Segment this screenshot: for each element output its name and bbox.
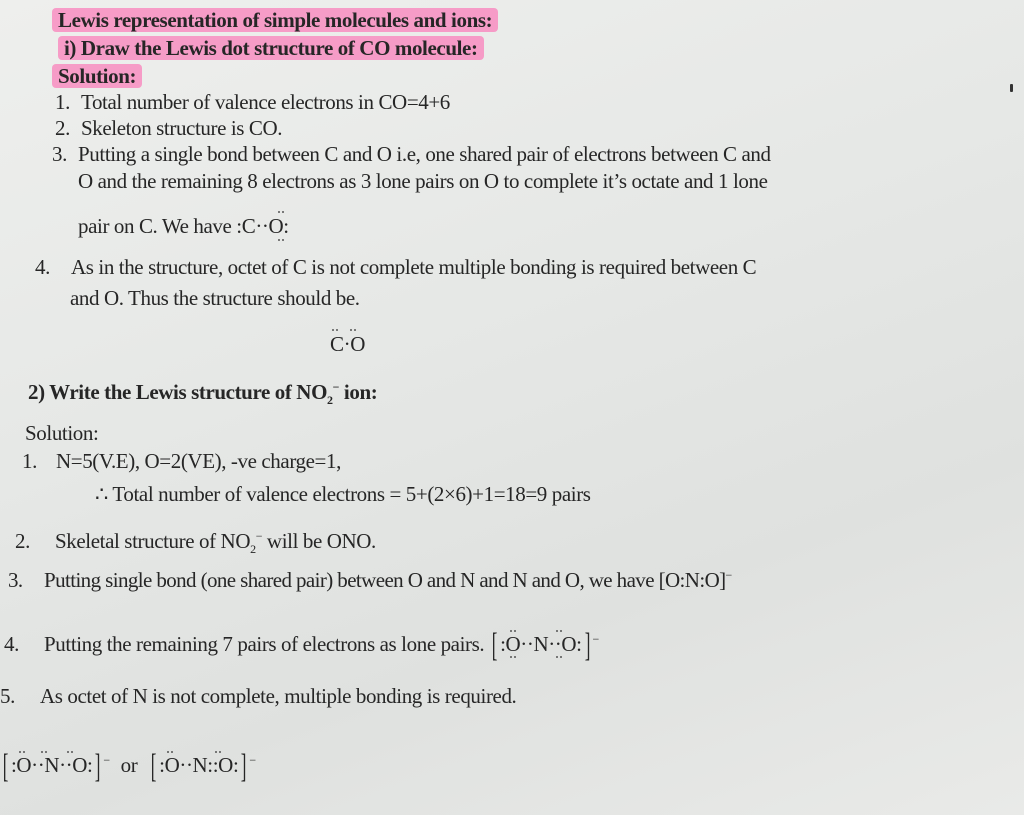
solution-label-1: Solution: [52,64,142,88]
question-2-title: 2) Write the Lewis structure of $NO_2^-$ ion: [28,380,378,408]
or-label: or [120,753,138,777]
heading: Lewis representation of simple molecules and ions: [52,8,498,32]
co-final-structure: C·O [330,332,365,356]
no2-step-2: 2. Skeletal structure of $NO_2^-$ will be ONO. [15,529,376,557]
question-1-title: i) Draw the Lewis dot structure of CO molecule: [58,36,484,60]
co-step-3-cont2: pair on C. We have :C··O: [78,214,289,238]
co-step-2: 2. Skeleton structure is CO. [55,116,283,140]
no2-step-1: 1. N=5(V.E), O=2(VE), -ve charge=1, [22,449,341,473]
resonance-structure-left: :O··N··O: [10,753,93,777]
solution-label-2: Solution: [25,421,99,445]
no2-resonance-structures: [ :O··N··O: ] − or [ :O··N::O: ] − [0,745,256,785]
no2-lone-pair-structure: :O··N··O: [500,632,582,656]
no2-step-3: 3. Putting single bond (one shared pair) between O and N and N and O, we have [O:N:O]− [8,568,732,592]
stray-mark [1010,84,1013,92]
no2-step-1-cont: ∴ Total number of valence electrons = 5+(2×6)+1=18=9 pairs [95,482,591,506]
co-step-4: 4. As in the structure, octet of C is not complete multiple bonding is required between C [35,255,757,279]
no2-step-5: 5. As octet of N is not complete, multiple bonding is required. [0,684,517,708]
resonance-structure-right: :O··N::O: [159,753,239,777]
co-lewis-structure: :C··O: [236,214,288,238]
no2-step-4: 4. Putting the remaining 7 pairs of electrons as lone pairs. [ :O··N··O: ] − [4,624,599,664]
co-step-3-cont: O and the remaining 8 electrons as 3 lone pairs on O to complete it’s octate and 1 lone [78,169,768,193]
co-step-1: 1. Total number of valence electrons in CO=4+6 [55,90,450,114]
co-step-3: 3. Putting a single bond between C and O i.e, one shared pair of electrons between C and [52,142,771,166]
co-step-4-cont: and O. Thus the structure should be. [70,286,360,310]
